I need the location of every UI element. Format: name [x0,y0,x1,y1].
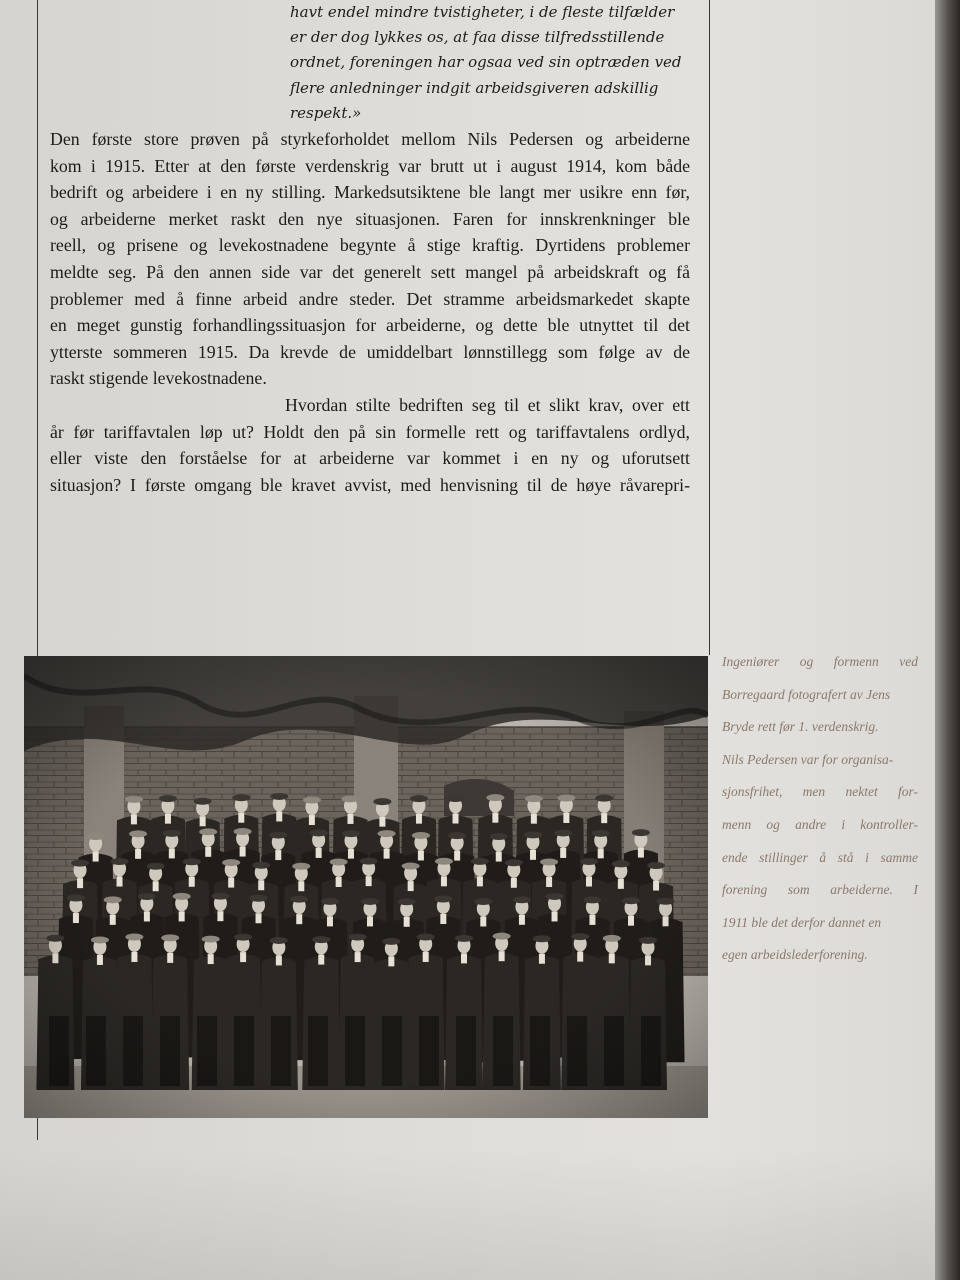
body-line: raskt stigende levekostnadene. [50,368,267,389]
caption-line: ende stillinger å stå i samme [722,849,918,865]
page-edge [935,0,960,1280]
body-line: problemer med å finne arbeid andre steder. Det stramme arbeidsmarkedet skapte [50,288,690,309]
body-paragraphs [50,126,690,498]
caption-line: Nils Pedersen var for organisa- [722,751,894,767]
body-line: ytterste sommeren 1915. Da krevde de umiddelbart lønnstillegg som følge av de [50,341,690,362]
caption-line: 1911 ble det derfor dannet en [722,914,882,930]
caption-line: Bryde rett før 1. verdenskrig. [722,719,879,735]
group-photograph [24,656,708,1118]
body-line: år før tariffavtalen løp ut? Holdt den på sin formelle rett og tariffavtalens ordlyd, [50,421,690,442]
quote-line: ordnet, foreningen har ogsaa ved sin optræden ved [290,53,682,72]
block-quote [290,0,680,126]
body-line: reell, og prisene og levekostnadene begynte å stige kraftig. Dyrtidens problemer [50,235,690,256]
caption-line: egen arbeidslederforening. [722,947,868,963]
caption-line: forening som arbeiderne. I [722,882,918,898]
body-line: meldte seg. På den annen side var det generelt sett mangel på arbeidskraft og få [50,261,690,282]
body-line: situasjon? I første omgang ble kravet avvist, med henvisning til de høye råvarepri- [50,474,690,495]
body-line: Den første store prøven på styrkeforholdet mellom Nils Pedersen og arbeiderne [50,129,690,149]
caption-line: sjonsfrihet, men nektet for- [722,784,918,800]
body-line: og arbeiderne merket raskt den nye situasjonen. Faren for innskrenkninger ble [50,208,690,229]
body-line: Hvordan stilte bedriften seg til et slikt krav, over ett [285,394,690,415]
body-line: kom i 1915. Etter at den første verdenskrig var brutt ut i august 1914, kom både [50,155,690,176]
right-margin-rule [709,0,710,655]
page-shadow [0,1150,935,1280]
caption-line: Borregaard fotografert av Jens [722,686,891,702]
quote-line: havt endel mindre tvistigheter, i de fleste tilfælder [290,3,675,21]
quote-line: er der dog lykkes os, at faa disse tilfredsstillende [290,28,665,47]
caption-line: menn og andre i kontroller- [722,816,918,832]
body-line: bedrift og arbeidere i en ny stilling. Markedsutsiktene ble langt mer usikre enn før, [50,182,690,203]
caption-line: Ingeniører og formenn ved [722,654,918,669]
body-line: eller viste den forståelse for at arbeiderne var kommet i en ny og uforutsett [50,448,690,469]
photo-caption [722,646,932,972]
body-line: en meget gunstig forhandlingssituasjon for arbeiderne, og dette ble utnyttet til det [50,315,690,336]
quote-line: flere anledninger indgit arbeidsgiveren adskillig [290,78,659,97]
quote-line: respekt.» [290,103,362,122]
